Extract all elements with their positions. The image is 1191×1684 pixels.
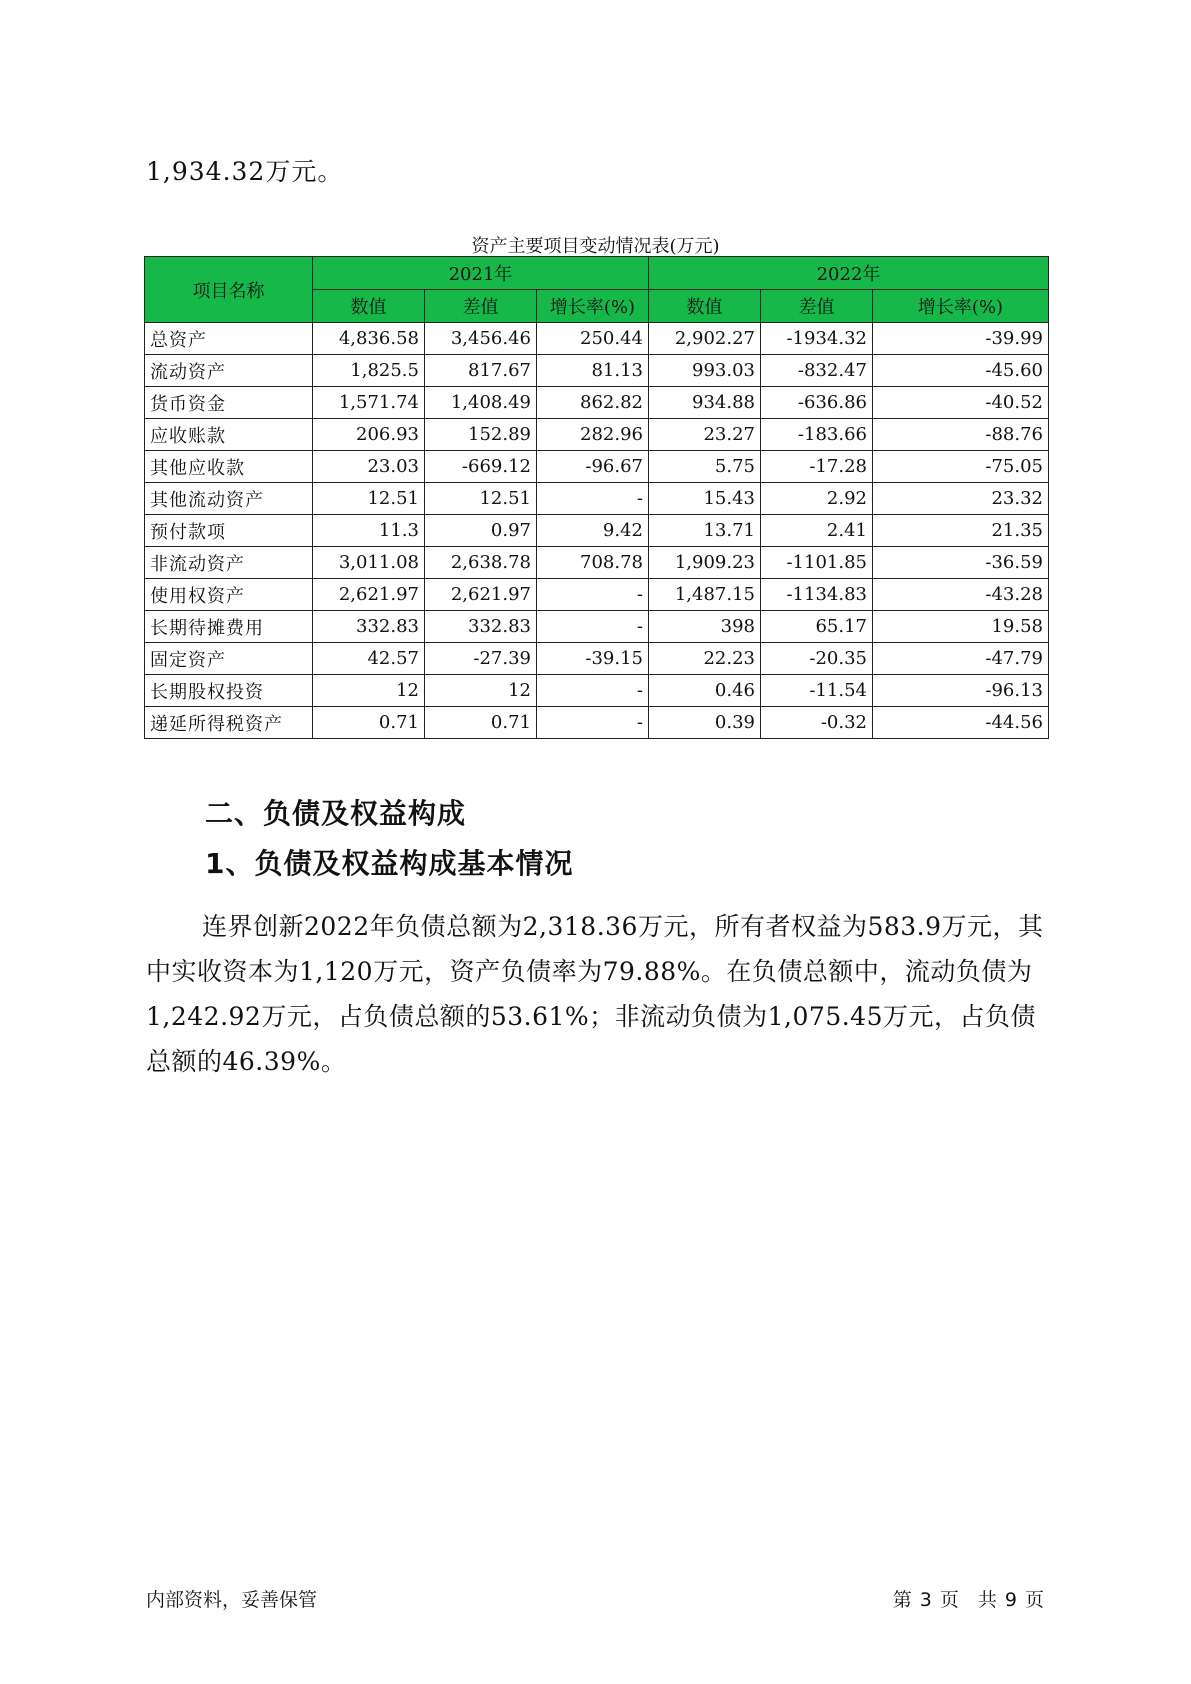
row-value-cell: 12.51 xyxy=(425,483,537,515)
row-value-cell: 12 xyxy=(313,675,425,707)
row-value-cell: 2.92 xyxy=(761,483,873,515)
row-value-cell: -1134.83 xyxy=(761,579,873,611)
table-row xyxy=(145,515,1049,547)
row-value-cell: 21.35 xyxy=(873,515,1049,547)
body-paragraph xyxy=(146,904,1050,1084)
row-value-cell: 0.71 xyxy=(313,707,425,739)
row-value-cell: 2,621.97 xyxy=(425,579,537,611)
section-heading-liabilities: 二、负债及权益构成 xyxy=(205,797,467,830)
row-value-cell: 13.71 xyxy=(649,515,761,547)
row-value-cell: 1,825.5 xyxy=(313,355,425,387)
header-item-name: 项目名称 xyxy=(145,257,313,323)
row-item-name: 货币资金 xyxy=(145,387,313,419)
header-growth-2022: 增长率(%) xyxy=(873,290,1049,323)
row-value-cell: -39.99 xyxy=(873,323,1049,355)
row-value-cell: 332.83 xyxy=(313,611,425,643)
row-value-cell: 3,456.46 xyxy=(425,323,537,355)
row-value-cell: 11.3 xyxy=(313,515,425,547)
row-value-cell: -43.28 xyxy=(873,579,1049,611)
table-row xyxy=(145,451,1049,483)
row-value-cell: 2.41 xyxy=(761,515,873,547)
asset-change-table xyxy=(144,256,1049,739)
page-prefix: 第 xyxy=(892,1589,912,1611)
row-value-cell: - xyxy=(537,579,649,611)
footer-confidential-note: 内部资料，妥善保管 xyxy=(146,1589,318,1611)
row-item-name: 固定资产 xyxy=(145,643,313,675)
row-value-cell: 65.17 xyxy=(761,611,873,643)
row-value-cell: 0.97 xyxy=(425,515,537,547)
row-value-cell: - xyxy=(537,483,649,515)
row-value-cell: -96.67 xyxy=(537,451,649,483)
table-row xyxy=(145,323,1049,355)
table-row xyxy=(145,579,1049,611)
row-item-name: 非流动资产 xyxy=(145,547,313,579)
row-value-cell: -832.47 xyxy=(761,355,873,387)
header-diff-2022: 差值 xyxy=(761,290,873,323)
row-value-cell: 817.67 xyxy=(425,355,537,387)
row-value-cell: -40.52 xyxy=(873,387,1049,419)
table-row xyxy=(145,611,1049,643)
row-value-cell: -0.32 xyxy=(761,707,873,739)
header-year-2022: 2022年 xyxy=(649,257,1049,290)
header-diff-2021: 差值 xyxy=(425,290,537,323)
row-item-name: 其他应收款 xyxy=(145,451,313,483)
table-header-row xyxy=(145,257,1049,290)
row-value-cell: - xyxy=(537,707,649,739)
row-value-cell: 1,909.23 xyxy=(649,547,761,579)
row-value-cell: 23.03 xyxy=(313,451,425,483)
row-value-cell: 1,487.15 xyxy=(649,579,761,611)
row-value-cell: 398 xyxy=(649,611,761,643)
page-current: 3 xyxy=(919,1589,932,1611)
row-value-cell: -75.05 xyxy=(873,451,1049,483)
row-value-cell: 250.44 xyxy=(537,323,649,355)
row-value-cell: 23.32 xyxy=(873,483,1049,515)
row-item-name: 预付款项 xyxy=(145,515,313,547)
row-value-cell: -11.54 xyxy=(761,675,873,707)
header-year-2021: 2021年 xyxy=(313,257,649,290)
row-value-cell: 5.75 xyxy=(649,451,761,483)
row-value-cell: -636.86 xyxy=(761,387,873,419)
row-value-cell: -96.13 xyxy=(873,675,1049,707)
row-value-cell: 1,408.49 xyxy=(425,387,537,419)
row-value-cell: 1,571.74 xyxy=(313,387,425,419)
table-row xyxy=(145,387,1049,419)
row-value-cell: 862.82 xyxy=(537,387,649,419)
row-value-cell: -44.56 xyxy=(873,707,1049,739)
row-value-cell: 81.13 xyxy=(537,355,649,387)
row-value-cell: 206.93 xyxy=(313,419,425,451)
subsection-heading-basic: 1、负债及权益构成基本情况 xyxy=(205,847,574,880)
row-value-cell: 708.78 xyxy=(537,547,649,579)
table-row xyxy=(145,707,1049,739)
row-value-cell: 12 xyxy=(425,675,537,707)
row-value-cell: 42.57 xyxy=(313,643,425,675)
row-item-name: 长期股权投资 xyxy=(145,675,313,707)
row-value-cell: 3,011.08 xyxy=(313,547,425,579)
row-value-cell: 19.58 xyxy=(873,611,1049,643)
row-value-cell: -39.15 xyxy=(537,643,649,675)
row-value-cell: -27.39 xyxy=(425,643,537,675)
table-row xyxy=(145,675,1049,707)
footer-page-number xyxy=(889,1585,1048,1612)
row-value-cell: 0.71 xyxy=(425,707,537,739)
row-value-cell: 4,836.58 xyxy=(313,323,425,355)
row-value-cell: -45.60 xyxy=(873,355,1049,387)
row-value-cell: 2,621.97 xyxy=(313,579,425,611)
row-value-cell: -88.76 xyxy=(873,419,1049,451)
row-value-cell: -1934.32 xyxy=(761,323,873,355)
table-row xyxy=(145,547,1049,579)
row-value-cell: 993.03 xyxy=(649,355,761,387)
row-value-cell: - xyxy=(537,675,649,707)
header-value-2022: 数值 xyxy=(649,290,761,323)
row-value-cell: 332.83 xyxy=(425,611,537,643)
table-row xyxy=(145,419,1049,451)
row-value-cell: 152.89 xyxy=(425,419,537,451)
row-value-cell: -183.66 xyxy=(761,419,873,451)
row-value-cell: -47.79 xyxy=(873,643,1049,675)
row-item-name: 长期待摊费用 xyxy=(145,611,313,643)
row-value-cell: 0.46 xyxy=(649,675,761,707)
row-value-cell: 0.39 xyxy=(649,707,761,739)
row-item-name: 使用权资产 xyxy=(145,579,313,611)
row-value-cell: -1101.85 xyxy=(761,547,873,579)
row-value-cell: 934.88 xyxy=(649,387,761,419)
row-item-name: 流动资产 xyxy=(145,355,313,387)
row-value-cell: 15.43 xyxy=(649,483,761,515)
header-growth-2021: 增长率(%) xyxy=(537,290,649,323)
row-value-cell: 12.51 xyxy=(313,483,425,515)
row-value-cell: 282.96 xyxy=(537,419,649,451)
table-row xyxy=(145,643,1049,675)
row-value-cell: 2,638.78 xyxy=(425,547,537,579)
page-total: 9 xyxy=(1004,1589,1017,1611)
body-paragraph-text: 连界创新2022年负债总额为2,318.36万元，所有者权益为583.9万元，其中实收资本为1,120万元，资产负债率为79.88%。在负债总额中，流动负债为1,242.92万元，占负债总额的53.61%；非流动负债为1,075.45万元，占负债总额的46.39%。 xyxy=(146,912,1044,1076)
row-item-name: 递延所得税资产 xyxy=(145,707,313,739)
row-value-cell: -20.35 xyxy=(761,643,873,675)
row-value-cell: 23.27 xyxy=(649,419,761,451)
lead-text: 1,934.32万元。 xyxy=(146,157,344,186)
page-mid: 页 共 xyxy=(939,1589,997,1611)
row-value-cell: -17.28 xyxy=(761,451,873,483)
page-suffix: 页 xyxy=(1024,1589,1044,1611)
row-value-cell: -36.59 xyxy=(873,547,1049,579)
table-body xyxy=(145,323,1049,739)
row-item-name: 其他流动资产 xyxy=(145,483,313,515)
row-item-name: 总资产 xyxy=(145,323,313,355)
row-value-cell: 22.23 xyxy=(649,643,761,675)
table-row xyxy=(145,483,1049,515)
table-caption: 资产主要项目变动情况表(万元) xyxy=(471,236,720,257)
row-value-cell: -669.12 xyxy=(425,451,537,483)
header-value-2021: 数值 xyxy=(313,290,425,323)
row-value-cell: 9.42 xyxy=(537,515,649,547)
table-row xyxy=(145,355,1049,387)
row-value-cell: - xyxy=(537,611,649,643)
row-item-name: 应收账款 xyxy=(145,419,313,451)
row-value-cell: 2,902.27 xyxy=(649,323,761,355)
